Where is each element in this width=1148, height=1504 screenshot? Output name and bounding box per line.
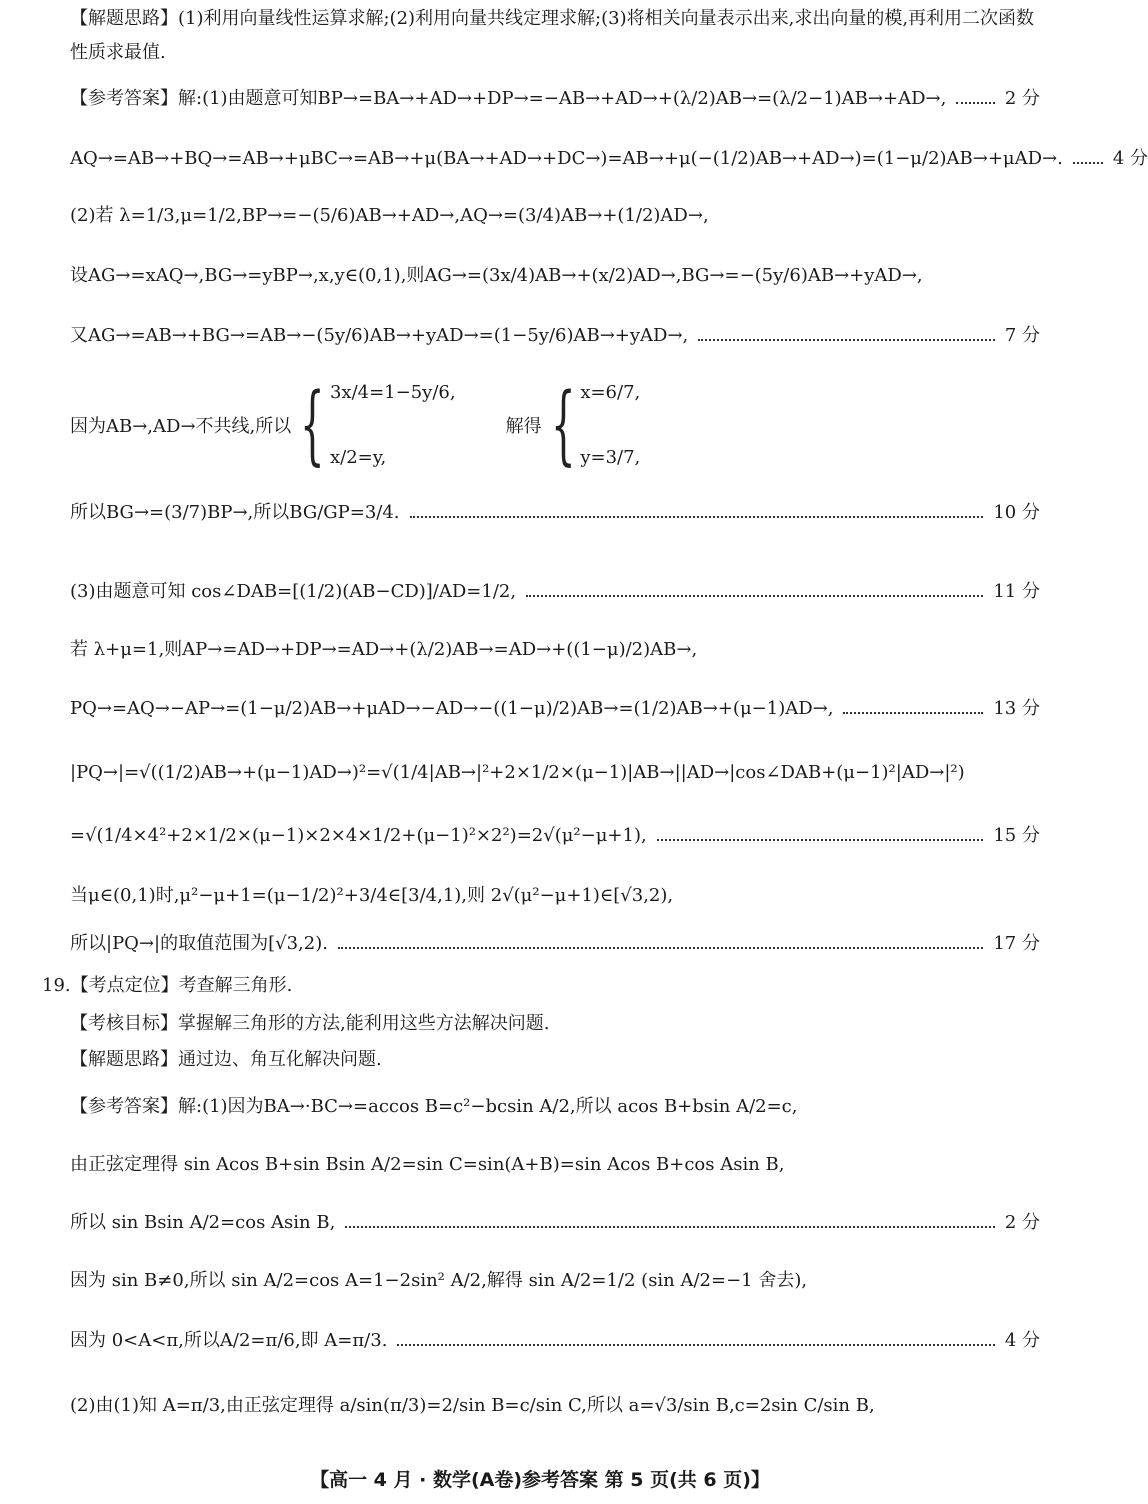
answer-line-4: 设AG→=xAQ→,BG→=yBP→,x,y∈(0,1),则AG→=(3x/4)AB→+(x/2)AD→,BG→=−(5y/6)AB→+yAD→, bbox=[70, 265, 923, 286]
q19-line-6: (2)由(1)知 A=π/3,由正弦定理得 a/sin(π/3)=2/sin B=c/sin C,所以 a=√3/sin B,c=2sin C/sin B, bbox=[70, 1395, 875, 1416]
score-label: 4 分 bbox=[1004, 1330, 1040, 1351]
answer-line-5: 又AG→=AB→+BG→=AB→−(5y/6)AB→+yAD→=(1−5y/6)AB→+yAD→, 7 分 bbox=[70, 325, 1040, 346]
system-mid: 解得 bbox=[505, 416, 542, 437]
answer-line-9: PQ→=AQ→−AP→=(1−μ/2)AB→+μAD→−AD→−((1−μ)/2)AB→=(1/2)AB→+(μ−1)AD→, 13 分 bbox=[70, 698, 1040, 719]
score-label: 10 分 bbox=[993, 502, 1040, 523]
left-brace-icon: { bbox=[300, 375, 325, 475]
score-label: 2 分 bbox=[1004, 1212, 1040, 1233]
q19-line-1: 【参考答案】解:(1)因为BA→·BC→=accos B=c²−bcsin A/2,所以 acos B+bsin A/2=c, bbox=[70, 1096, 798, 1117]
answer-line-2: AQ→=AB→+BQ→=AB→+μBC→=AB→+μ(BA→+AD→+DC→)=AB→+μ(−(1/2)AB→+AD→)=(1−μ/2)AB→+μAD→. 4 分 bbox=[70, 148, 1148, 169]
score-label: 11 分 bbox=[993, 581, 1040, 602]
system-eq-2: x/2=y, bbox=[329, 447, 387, 468]
answer-line-11: =√(1/4×4²+2×1/2×(μ−1)×2×4×1/2+(μ−1)²×2²)=2√(μ²−μ+1), 15 分 bbox=[70, 825, 1040, 846]
left-brace-icon: { bbox=[550, 375, 576, 475]
score-label: 13 分 bbox=[993, 698, 1040, 719]
score-label: 7 分 bbox=[1004, 325, 1040, 346]
equation-system bbox=[70, 376, 640, 474]
q19-line-5: 因为 0<A<π,所以A/2=π/6,即 A=π/3. 4 分 bbox=[70, 1330, 1040, 1351]
q19-line-2: 由正弦定理得 sin Acos B+sin Bsin A/2=sin C=sin(A+B)=sin Acos B+cos Asin B, bbox=[70, 1154, 785, 1175]
answer-line-10: |PQ→|=√((1/2)AB→+(μ−1)AD→)²=√(1/4|AB→|²+2×1/2×(μ−1)|AB→||AD→|cos∠DAB+(μ−1)²|AD→|²) bbox=[70, 762, 965, 783]
q19-goal: 【考核目标】掌握解三角形的方法,能利用这些方法解决问题. bbox=[70, 1013, 550, 1034]
score-label: 17 分 bbox=[993, 933, 1040, 954]
answer-line-6: 所以BG→=(3/7)BP→,所以BG/GP=3/4. 10 分 bbox=[70, 502, 1040, 523]
q19-line-3: 所以 sin Bsin A/2=cos Asin B, 2 分 bbox=[70, 1212, 1040, 1233]
q19-topic: 19.【考点定位】考查解三角形. bbox=[42, 975, 293, 996]
page-footer: 【高一 4 月 · 数学(A卷)参考答案 第 5 页(共 6 页)】 bbox=[310, 1469, 770, 1491]
score-label: 15 分 bbox=[993, 825, 1040, 846]
score-label: 2 分 bbox=[1004, 88, 1040, 109]
answer-line-3: (2)若 λ=1/3,μ=1/2,BP→=−(5/6)AB→+AD→,AQ→=(3/4)AB→+(1/2)AD→, bbox=[70, 205, 709, 226]
score-label: 4 分 bbox=[1112, 148, 1148, 169]
answer-line-13: 所以|PQ→|的取值范围为[√3,2). 17 分 bbox=[70, 933, 1040, 954]
system-sol-2: y=3/7, bbox=[580, 447, 641, 468]
system-sol-1: x=6/7, bbox=[580, 382, 641, 403]
system-eq-1: 3x/4=1−5y/6, bbox=[329, 382, 456, 403]
answer-line-7: (3)由题意可知 cos∠DAB=[(1/2)(AB−CD)]/AD=1/2, 11 分 bbox=[70, 581, 1040, 602]
system-lead: 因为AB→,AD→不共线,所以 bbox=[70, 416, 292, 437]
q19-idea: 【解题思路】通过边、角互化解决问题. bbox=[70, 1049, 382, 1070]
answer-line-8: 若 λ+μ=1,则AP→=AD→+DP→=AD→+(λ/2)AB→=AD→+((1−μ)/2)AB→, bbox=[70, 639, 698, 660]
q19-line-4: 因为 sin B≠0,所以 sin A/2=cos A=1−2sin² A/2,解得 sin A/2=1/2 (sin A/2=−1 舍去), bbox=[70, 1270, 808, 1291]
answer-line-12: 当μ∈(0,1)时,μ²−μ+1=(μ−1/2)²+3/4∈[3/4,1),则 2√(μ²−μ+1)∈[√3,2), bbox=[70, 885, 674, 906]
answer-line-1: 【参考答案】解:(1)由题意可知BP→=BA→+AD→+DP→=−AB→+AD→+(λ/2)AB→=(λ/2−1)AB→+AD→, 2 分 bbox=[70, 88, 1040, 109]
solution-idea-18: 【解题思路】(1)利用向量线性运算求解;(2)利用向量共线定理求解;(3)将相关向量表示出来,求出向量的模,再利用二次函数性质求最值. bbox=[70, 8, 1035, 63]
